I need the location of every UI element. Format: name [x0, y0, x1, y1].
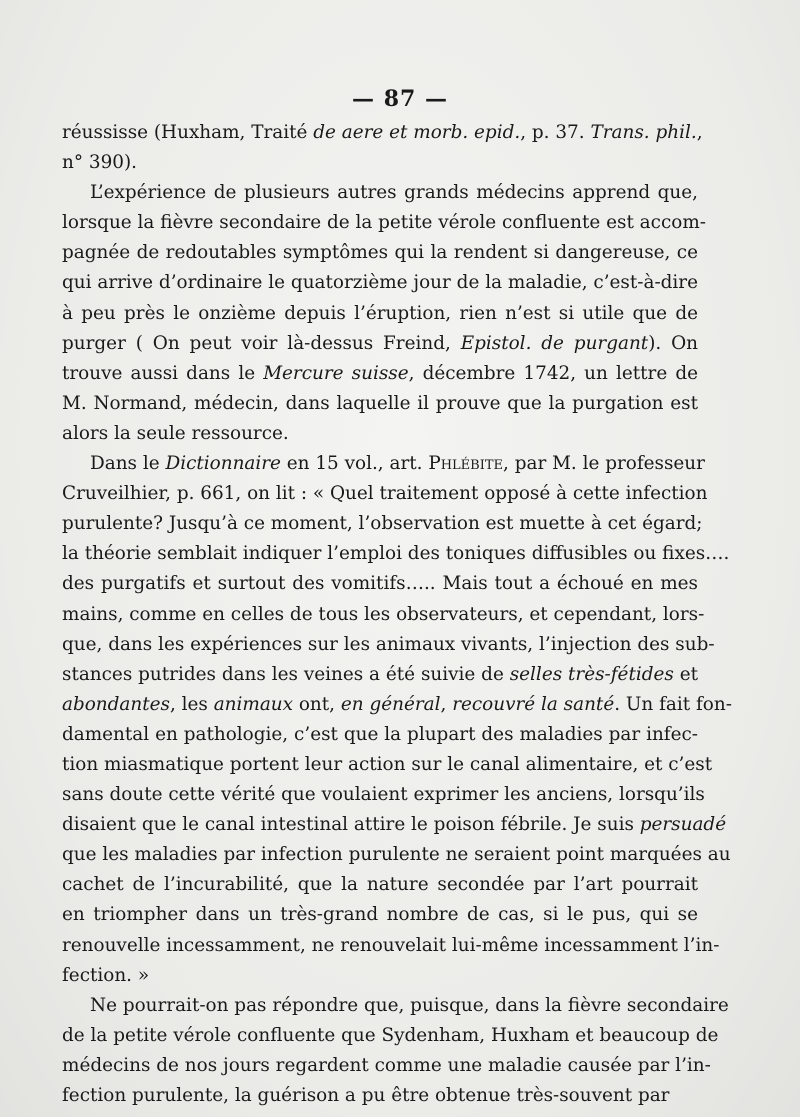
text-line	[62, 359, 698, 389]
text-segment: sans doute cette vérité que voulaient exprimer les anciens, lorsqu’ils	[62, 784, 705, 806]
text-line	[62, 900, 698, 930]
text-segment: médecins de nos jours regardent comme une maladie causée par l’in-	[62, 1054, 711, 1076]
text-segment: lorsque la fièvre secondaire de la petite vérole confluente est accom-	[62, 212, 706, 234]
text-line	[62, 509, 703, 539]
text-segment: disaient que le canal intestinal attire le poison fébrile. Je suis	[62, 814, 640, 836]
text-line	[62, 178, 698, 208]
text-line	[62, 148, 698, 178]
text-segment: persuadé	[639, 814, 727, 836]
text-segment: animaux	[213, 693, 294, 715]
text-line	[62, 238, 698, 268]
text-segment: Trans. phil.	[590, 122, 697, 143]
text-segment: selles très-fétides	[509, 663, 674, 685]
text-line	[62, 419, 698, 449]
text-line	[62, 600, 705, 630]
text-segment: cachet de l’incurabilité, que la nature secondée par l’art pourrait	[62, 874, 698, 896]
text-line	[62, 720, 698, 750]
text-segment: L’expérience de plusieurs autres grands médecins apprend que,	[90, 182, 698, 204]
text-line	[62, 780, 705, 810]
text-segment: de aere et morb. epid.	[313, 122, 521, 143]
text-segment: des purgatifs et surtout des vomitifs….. Mais tout a échoué en mes	[62, 573, 698, 595]
text-line	[62, 1081, 698, 1111]
text-segment: Phlébite	[428, 453, 504, 475]
text-segment: pagnée de redoutables symptômes qui la rendent si dangereuse, ce	[62, 242, 698, 264]
text-line	[62, 840, 731, 870]
text-line	[62, 1051, 711, 1081]
text-line	[62, 750, 713, 780]
text-line	[62, 810, 727, 840]
text-line	[62, 630, 715, 660]
text-line	[62, 208, 706, 238]
text-segment: ). On	[648, 332, 698, 354]
text-segment: Epistol. de purgant	[460, 332, 649, 354]
text-line	[62, 268, 698, 298]
text-segment: de la petite vérole confluente que Sydenham, Huxham et beaucoup de	[62, 1024, 719, 1046]
text-line	[62, 118, 703, 148]
text-segment: . Un fait fon-	[614, 693, 732, 715]
text-line	[62, 569, 698, 599]
text-segment: en triompher dans un très-grand nombre de cas, si le pus, qui se	[62, 904, 698, 926]
text-line	[62, 690, 732, 720]
text-line	[62, 389, 698, 419]
text-segment: en général	[340, 693, 441, 715]
text-segment: fection. »	[62, 964, 150, 986]
text-line	[62, 539, 730, 569]
text-segment: ,	[696, 122, 703, 143]
text-segment: , les	[169, 693, 214, 715]
text-segment: Dictionnaire	[165, 453, 281, 475]
text-line	[62, 870, 698, 900]
text-line	[62, 991, 729, 1021]
text-segment: réussisse (Huxham, Traité	[62, 122, 314, 143]
text-segment: purulente? Jusqu’à ce moment, l’observation est muette à cet égard;	[62, 513, 703, 535]
text-segment: la théorie semblait indiquer l’emploi des toniques diffusibles ou fixes….	[62, 543, 730, 565]
text-line	[62, 479, 708, 509]
text-segment: , p. 37.	[520, 122, 591, 143]
text-segment: trouve aussi dans le	[62, 362, 264, 384]
text-segment: mains, comme en celles de tous les observateurs, et cependant, lors-	[62, 603, 705, 625]
text-segment: recouvré la santé	[452, 693, 615, 715]
text-line	[62, 931, 720, 961]
text-segment: Ne pourrait-on pas répondre que, puisque, dans la fièvre secondaire	[90, 994, 729, 1016]
text-segment: et	[673, 663, 698, 685]
text-segment: tion miasmatique portent leur action sur le canal alimentaire, et c’est	[62, 753, 713, 775]
text-segment: , décembre 1742, un lettre de	[408, 362, 698, 384]
text-line	[62, 299, 698, 329]
text-segment: Cruveilhier, p. 661, on lit : « Quel traitement opposé à cette infection	[62, 483, 708, 505]
text-segment: fection purulente, la guérison a pu être obtenue très-souvent par	[62, 1085, 670, 1106]
text-segment: purger ( On peut voir là-dessus Freind,	[62, 332, 461, 354]
text-line	[62, 329, 698, 359]
text-segment: damental en pathologie, c’est que la plupart des maladies par infec-	[62, 723, 698, 745]
text-line	[62, 1021, 719, 1051]
text-segment: à peu près le onzième depuis l’éruption, rien n’est si utile que de	[62, 302, 698, 324]
text-segment: n° 390).	[62, 152, 138, 174]
text-segment: stances putrides dans les veines a été suivie de	[62, 663, 510, 685]
text-segment: renouvelle incessamment, ne renouvelait lui-même incessamment l’in-	[62, 934, 720, 956]
page-number: — 87 —	[352, 86, 448, 112]
text-segment: M. Normand, médecin, dans laquelle il prouve que la purgation est	[62, 392, 698, 414]
text-segment: ,	[440, 693, 453, 715]
text-segment: , par M. le professeur	[503, 453, 705, 475]
text-line	[62, 449, 705, 479]
text-line	[62, 660, 698, 690]
text-segment: Mercure suisse	[263, 362, 409, 384]
text-segment: qui arrive d’ordinaire le quatorzième jour de la maladie, c’est-à-dire	[62, 272, 698, 294]
text-segment: Dans le	[90, 453, 166, 475]
text-segment: que les maladies par infection purulente ne seraient point marquées au	[62, 844, 731, 866]
text-segment: abondantes	[62, 693, 170, 715]
text-segment: que, dans les expériences sur les animaux vivants, l’injection des sub-	[62, 633, 715, 655]
text-segment: en 15 vol., art.	[280, 453, 429, 475]
text-segment: alors la seule ressource.	[62, 422, 289, 444]
text-line	[62, 961, 698, 991]
text-segment: ont,	[293, 693, 341, 715]
body-text	[62, 118, 732, 1111]
